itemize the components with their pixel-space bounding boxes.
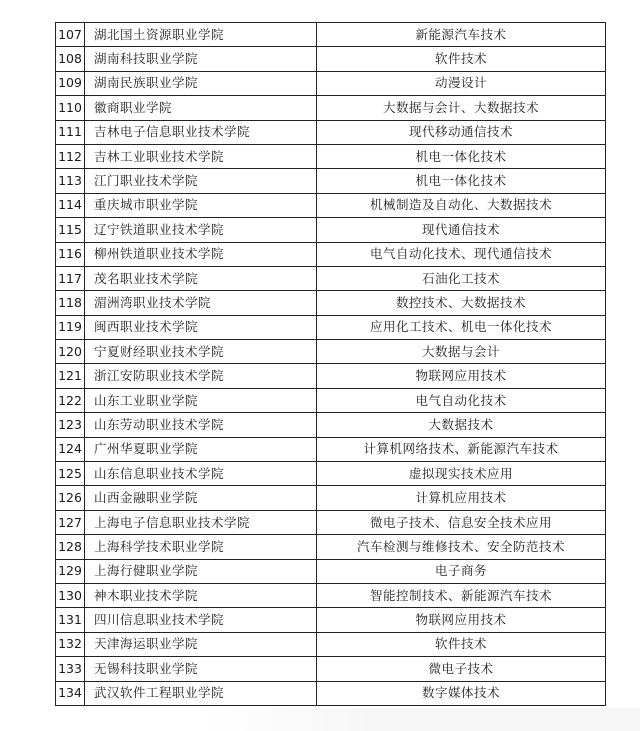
row-number: 110 (56, 96, 85, 120)
major-name: 微电子技术 (317, 657, 606, 681)
major-name: 汽车检测与维修技术、安全防范技术 (317, 535, 606, 559)
row-number: 117 (56, 266, 85, 290)
bottom-edge-shadow (200, 708, 640, 731)
table-row (56, 71, 606, 95)
major-name: 大数据与会计 (317, 340, 606, 364)
row-number: 125 (56, 462, 85, 486)
school-name: 吉林电子信息职业技术学院 (85, 120, 317, 144)
school-major-table-container (55, 22, 606, 706)
table-row (56, 632, 606, 656)
row-number: 119 (56, 315, 85, 339)
school-name: 湖北国土资源职业学院 (85, 23, 317, 47)
row-number: 107 (56, 23, 85, 47)
row-number: 126 (56, 486, 85, 510)
table-row (56, 291, 606, 315)
major-name: 现代移动通信技术 (317, 120, 606, 144)
major-name: 大数据技术 (317, 413, 606, 437)
row-number: 111 (56, 120, 85, 144)
school-name: 上海电子信息职业技术学院 (85, 510, 317, 534)
table-row (56, 583, 606, 607)
major-name: 现代通信技术 (317, 218, 606, 242)
row-number: 118 (56, 291, 85, 315)
table-row (56, 47, 606, 71)
school-name: 吉林工业职业技术学院 (85, 144, 317, 168)
school-name: 柳州铁道职业技术学院 (85, 242, 317, 266)
major-name: 电气自动化技术 (317, 388, 606, 412)
school-name: 无锡科技职业学院 (85, 657, 317, 681)
row-number: 115 (56, 218, 85, 242)
table-row (56, 535, 606, 559)
table-row (56, 315, 606, 339)
major-name: 应用化工技术、机电一体化技术 (317, 315, 606, 339)
major-name: 软件技术 (317, 632, 606, 656)
school-name: 茂名职业技术学院 (85, 266, 317, 290)
major-name: 电子商务 (317, 559, 606, 583)
major-name: 微电子技术、信息安全技术应用 (317, 510, 606, 534)
table-row (56, 144, 606, 168)
row-number: 109 (56, 71, 85, 95)
table-row (56, 657, 606, 681)
row-number: 108 (56, 47, 85, 71)
school-name: 闽西职业技术学院 (85, 315, 317, 339)
major-name: 机电一体化技术 (317, 169, 606, 193)
table-row (56, 242, 606, 266)
school-name: 山西金融职业学院 (85, 486, 317, 510)
major-name: 计算机应用技术 (317, 486, 606, 510)
row-number: 124 (56, 437, 85, 461)
school-name: 湖南民族职业学院 (85, 71, 317, 95)
row-number: 121 (56, 364, 85, 388)
row-number: 131 (56, 608, 85, 632)
table-row (56, 218, 606, 242)
major-name: 石油化工技术 (317, 266, 606, 290)
table-row (56, 340, 606, 364)
school-name: 辽宁铁道职业技术学院 (85, 218, 317, 242)
school-name: 江门职业技术学院 (85, 169, 317, 193)
table-row (56, 608, 606, 632)
major-name: 虚拟现实技术应用 (317, 462, 606, 486)
table-row (56, 120, 606, 144)
row-number: 132 (56, 632, 85, 656)
table-row (56, 23, 606, 47)
table-row (56, 681, 606, 705)
table-row (56, 96, 606, 120)
row-number: 127 (56, 510, 85, 534)
school-name: 山东信息职业技术学院 (85, 462, 317, 486)
row-number: 129 (56, 559, 85, 583)
row-number: 128 (56, 535, 85, 559)
school-name: 上海行健职业学院 (85, 559, 317, 583)
school-name: 浙江安防职业技术学院 (85, 364, 317, 388)
major-name: 物联网应用技术 (317, 364, 606, 388)
row-number: 134 (56, 681, 85, 705)
school-name: 神木职业技术学院 (85, 583, 317, 607)
table-row (56, 266, 606, 290)
school-name: 山东劳动职业技术学院 (85, 413, 317, 437)
table-row (56, 559, 606, 583)
major-name: 计算机网络技术、新能源汽车技术 (317, 437, 606, 461)
row-number: 112 (56, 144, 85, 168)
school-name: 广州华夏职业学院 (85, 437, 317, 461)
table-row (56, 364, 606, 388)
major-name: 大数据与会计、大数据技术 (317, 96, 606, 120)
school-name: 宁夏财经职业技术学院 (85, 340, 317, 364)
school-name: 重庆城市职业学院 (85, 193, 317, 217)
major-name: 机械制造及自动化、大数据技术 (317, 193, 606, 217)
row-number: 120 (56, 340, 85, 364)
row-number: 130 (56, 583, 85, 607)
major-name: 新能源汽车技术 (317, 23, 606, 47)
table-row (56, 486, 606, 510)
major-name: 电气自动化技术、现代通信技术 (317, 242, 606, 266)
major-name: 数控技术、大数据技术 (317, 291, 606, 315)
school-name: 湄洲湾职业技术学院 (85, 291, 317, 315)
school-major-table (55, 22, 606, 706)
school-name: 四川信息职业技术学院 (85, 608, 317, 632)
table-row (56, 413, 606, 437)
table-row (56, 437, 606, 461)
row-number: 116 (56, 242, 85, 266)
table-row (56, 510, 606, 534)
table-row (56, 388, 606, 412)
major-name: 智能控制技术、新能源汽车技术 (317, 583, 606, 607)
major-name: 物联网应用技术 (317, 608, 606, 632)
major-name: 动漫设计 (317, 71, 606, 95)
school-name: 武汉软件工程职业学院 (85, 681, 317, 705)
major-name: 软件技术 (317, 47, 606, 71)
major-name: 数字媒体技术 (317, 681, 606, 705)
table-row (56, 169, 606, 193)
row-number: 114 (56, 193, 85, 217)
row-number: 122 (56, 388, 85, 412)
row-number: 133 (56, 657, 85, 681)
major-name: 机电一体化技术 (317, 144, 606, 168)
school-name: 徽商职业学院 (85, 96, 317, 120)
table-body (56, 23, 606, 706)
school-name: 天津海运职业学院 (85, 632, 317, 656)
school-name: 山东工业职业学院 (85, 388, 317, 412)
school-name: 湖南科技职业学院 (85, 47, 317, 71)
table-row (56, 462, 606, 486)
row-number: 123 (56, 413, 85, 437)
school-name: 上海科学技术职业学院 (85, 535, 317, 559)
row-number: 113 (56, 169, 85, 193)
table-row (56, 193, 606, 217)
